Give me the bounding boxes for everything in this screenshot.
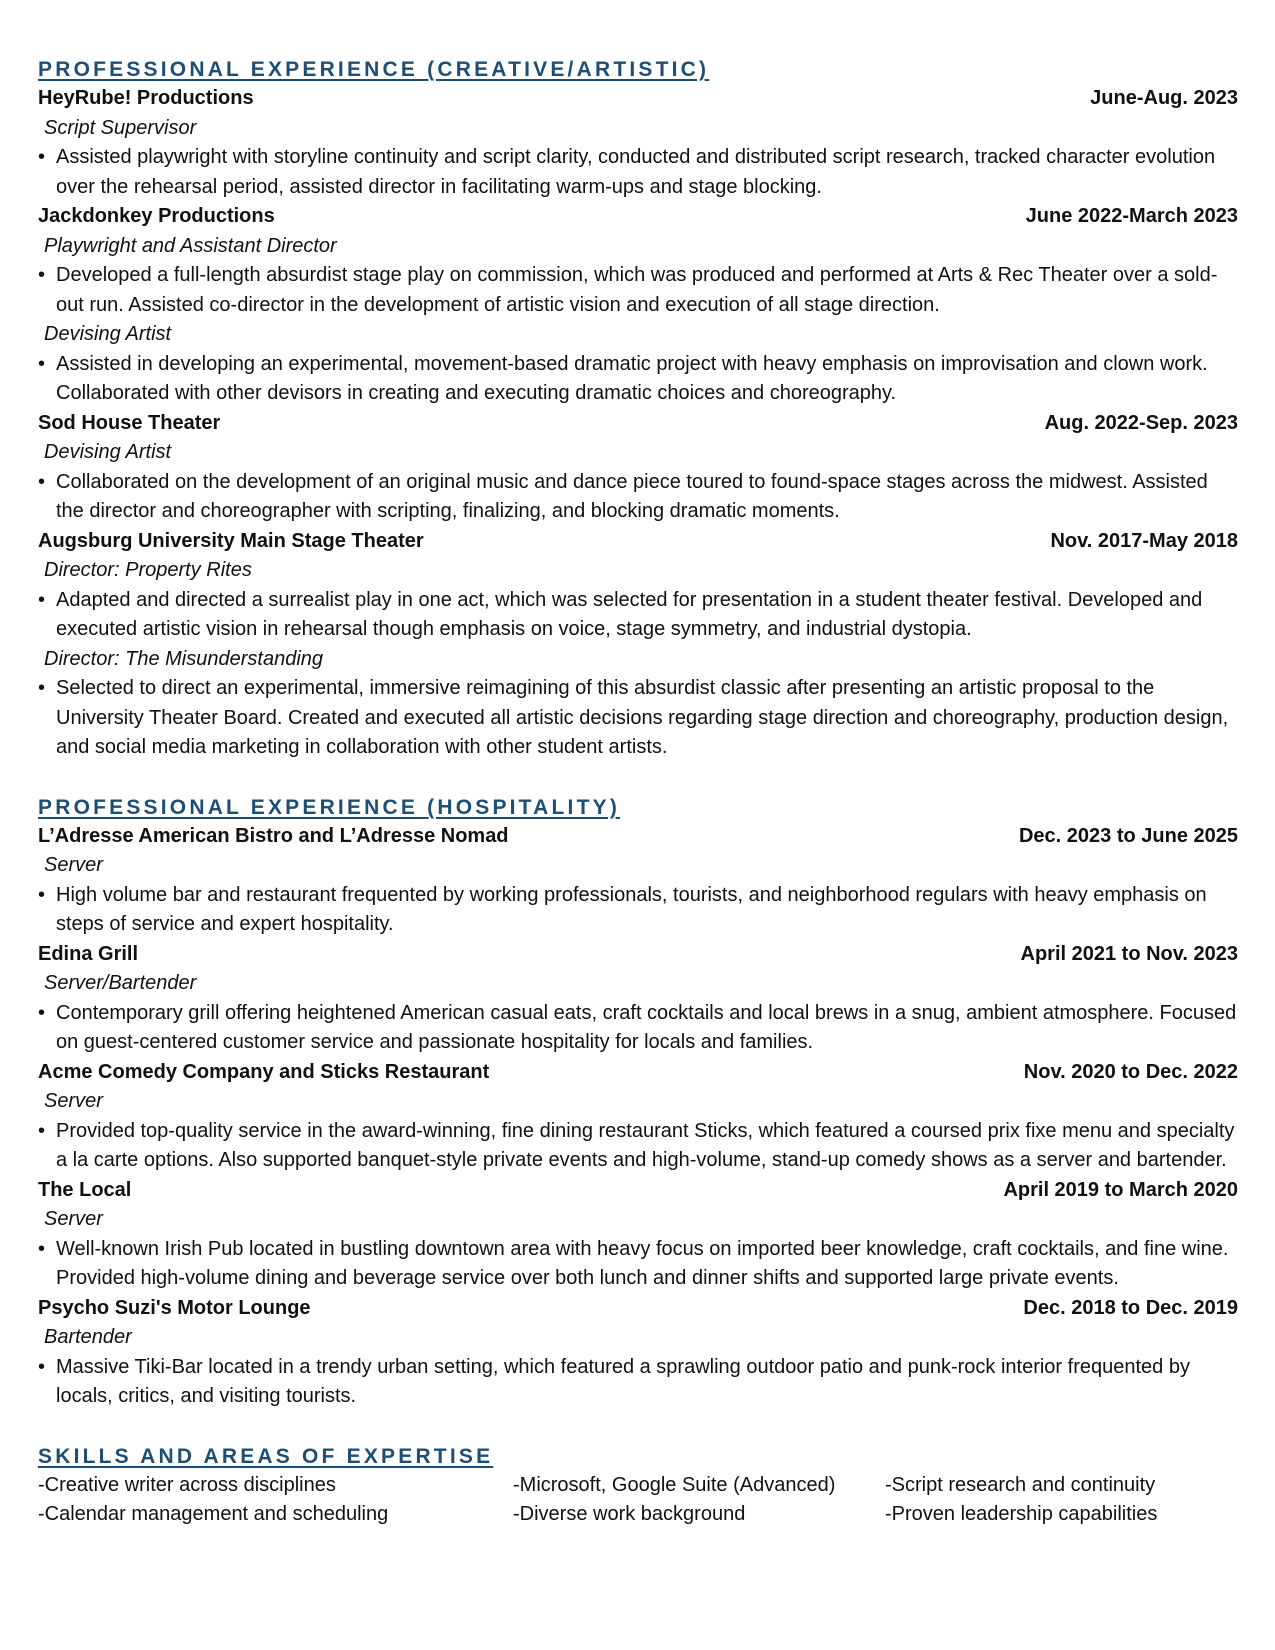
job-role: Script Supervisor: [44, 116, 197, 139]
bullet-icon: •: [38, 352, 46, 375]
description-text: Selected to direct an experimental, immersive reimagining of this absurdist classic after presenting an artistic proposal to the University Theater Board. Created and executed all artistic decisions regarding stage direction and choreography, production design, and social media marketing in collaboration with other student artists.: [56, 677, 1229, 758]
skill-item: -Microsoft, Google Suite (Advanced): [513, 1473, 836, 1496]
skill-item: -Proven leadership capabilities: [885, 1503, 1158, 1525]
company-name: Edina Grill: [38, 942, 139, 965]
job-entry: [38, 202, 1238, 409]
section-title: PROFESSIONAL EXPERIENCE (CREATIVE/ARTISTIC): [38, 58, 710, 81]
job-header: [38, 1176, 1238, 1206]
skills-list: [38, 1471, 1238, 1530]
skill-item: -Creative writer across disciplines: [38, 1473, 336, 1496]
description-text: Developed a full-length absurdist stage play on commission, which was produced and performed at Arts & Rec Theater over a sold-out run. Assisted co-director in the development of artistic vision and execution of all stage direction.: [56, 264, 1218, 316]
job-entry: [38, 84, 1238, 202]
description-text: Well-known Irish Pub located in bustling downtown area with heavy focus on imported beer knowledge, craft cocktails, and fine wine. Provided high-volume dining and beverage service over both lunch and dinner shifts and supported large private events.: [56, 1237, 1229, 1289]
bullet-icon: •: [38, 588, 46, 611]
description-text: Adapted and directed a surrealist play in one act, which was selected for presentation in a student theater festival. Developed and executed artistic vision in rehearsal though emphasis on voice, stage symmetry, and industrial dystopia.: [56, 588, 1203, 640]
job-role: Server: [44, 1208, 103, 1230]
job-description: [38, 586, 1238, 645]
bullet-icon: •: [38, 883, 46, 906]
job-header: [38, 822, 1238, 852]
job-description: [38, 261, 1238, 320]
job-dates: Nov. 2017-May 2018: [1050, 529, 1238, 552]
skill-item: -Script research and continuity: [885, 1473, 1156, 1496]
job-entry: [38, 822, 1238, 940]
description-text: Collaborated on the development of an original music and dance piece toured to found-space stages across the midwest. Assisted the director and choreographer with scripting, finalizing, and blocking dramatic moments.: [56, 470, 1208, 522]
job-role: Server: [44, 1090, 103, 1112]
job-dates: Dec. 2018 to Dec. 2019: [1023, 1296, 1238, 1319]
company-name: Psycho Suzi's Motor Lounge: [38, 1296, 311, 1319]
job-header: [38, 84, 1238, 114]
job-role: Server: [44, 854, 103, 876]
job-header: [38, 940, 1238, 970]
company-name: The Local: [38, 1178, 132, 1201]
experience-section: [38, 55, 1238, 763]
job-entry: [38, 1294, 1238, 1412]
description-text: Contemporary grill offering heightened American casual eats, craft cocktails and local brews in a snug, ambient atmosphere. Focused on guest-centered customer service and passionate hospitality for locals and families.: [56, 1001, 1237, 1053]
job-role: Playwright and Assistant Director: [44, 234, 337, 257]
company-name: Augsburg University Main Stage Theater: [38, 529, 424, 552]
job-description: [38, 350, 1238, 409]
job-dates: April 2021 to Nov. 2023: [1020, 942, 1238, 965]
job-dates: June-Aug. 2023: [1090, 87, 1238, 109]
bullet-icon: •: [38, 1001, 46, 1024]
job-entry: [38, 527, 1238, 763]
job-header: [38, 202, 1238, 232]
section-title: PROFESSIONAL EXPERIENCE (HOSPITALITY): [38, 795, 621, 819]
bullet-icon: •: [38, 677, 46, 699]
bullet-icon: •: [38, 264, 46, 286]
job-header: [38, 1058, 1238, 1088]
job-role: Director: The Misunderstanding: [44, 647, 324, 670]
section-title: SKILLS AND AREAS OF EXPERTISE: [38, 1444, 494, 1468]
resume-page: [38, 55, 1238, 1560]
company-name: L’Adresse American Bistro and L’Adresse Nomad: [38, 824, 509, 847]
bullet-icon: •: [38, 470, 46, 493]
bullet-icon: •: [38, 1119, 46, 1142]
job-dates: Dec. 2023 to June 2025: [1018, 824, 1238, 847]
description-text: Provided top-quality service in the award-winning, fine dining restaurant Sticks, which featured a coursed prix fixe menu and specialty a la carte options. Also supported banquet-style private events and high-volume, stand-up comedy shows as a server and bartender.: [56, 1119, 1235, 1171]
job-dates: April 2019 to March 2020: [1003, 1178, 1238, 1201]
experience-section: [38, 793, 1238, 1412]
job-description: [38, 999, 1238, 1058]
description-text: Assisted in developing an experimental, movement-based dramatic project with heavy emphasis on improvisation and clown work. Collaborated with other devisors in creating and executing dramatic choices and choreography.: [56, 352, 1208, 404]
description-text: Massive Tiki-Bar located in a trendy urban setting, which featured a sprawling outdoor patio and punk-rock interior frequented by locals, critics, and visiting tourists.: [56, 1355, 1190, 1407]
skill-item: -Calendar management and scheduling: [38, 1503, 389, 1525]
job-header: [38, 527, 1238, 557]
job-role: Devising Artist: [44, 323, 172, 345]
skill-item: -Diverse work background: [513, 1503, 746, 1525]
job-role: Director: Property Rites: [44, 559, 252, 581]
skills-section: [38, 1442, 1238, 1530]
company-name: HeyRube! Productions: [38, 87, 254, 109]
job-entry: [38, 1058, 1238, 1176]
job-description: [38, 1235, 1238, 1294]
description-text: Assisted playwright with storyline continuity and script clarity, conducted and distributed script research, tracked character evolution over the rehearsal period, assisted director in facilitating warm-ups and stage blocking.: [56, 146, 1216, 198]
job-role: Devising Artist: [44, 441, 172, 463]
job-dates: Aug. 2022-Sep. 2023: [1044, 411, 1238, 434]
company-name: Acme Comedy Company and Sticks Restaurant: [38, 1060, 490, 1083]
job-entry: [38, 940, 1238, 1058]
job-dates: Nov. 2020 to Dec. 2022: [1023, 1060, 1238, 1083]
job-entry: [38, 1176, 1238, 1294]
job-header: [38, 409, 1238, 439]
bullet-icon: •: [38, 1355, 46, 1378]
company-name: Sod House Theater: [38, 411, 221, 434]
company-name: Jackdonkey Productions: [38, 205, 275, 227]
job-description: [38, 1117, 1238, 1176]
job-description: [38, 143, 1238, 202]
job-role: Bartender: [44, 1326, 132, 1348]
bullet-icon: •: [38, 146, 46, 168]
job-description: [38, 468, 1238, 527]
bullet-icon: •: [38, 1237, 46, 1260]
job-description: [38, 674, 1238, 763]
job-description: [38, 881, 1238, 940]
job-role: Server/Bartender: [44, 972, 197, 994]
job-description: [38, 1353, 1238, 1412]
job-dates: June 2022-March 2023: [1025, 205, 1238, 227]
job-entry: [38, 409, 1238, 527]
job-header: [38, 1294, 1238, 1324]
description-text: High volume bar and restaurant frequented by working professionals, tourists, and neighborhood regulars with heavy emphasis on steps of service and expert hospitality.: [56, 883, 1207, 935]
